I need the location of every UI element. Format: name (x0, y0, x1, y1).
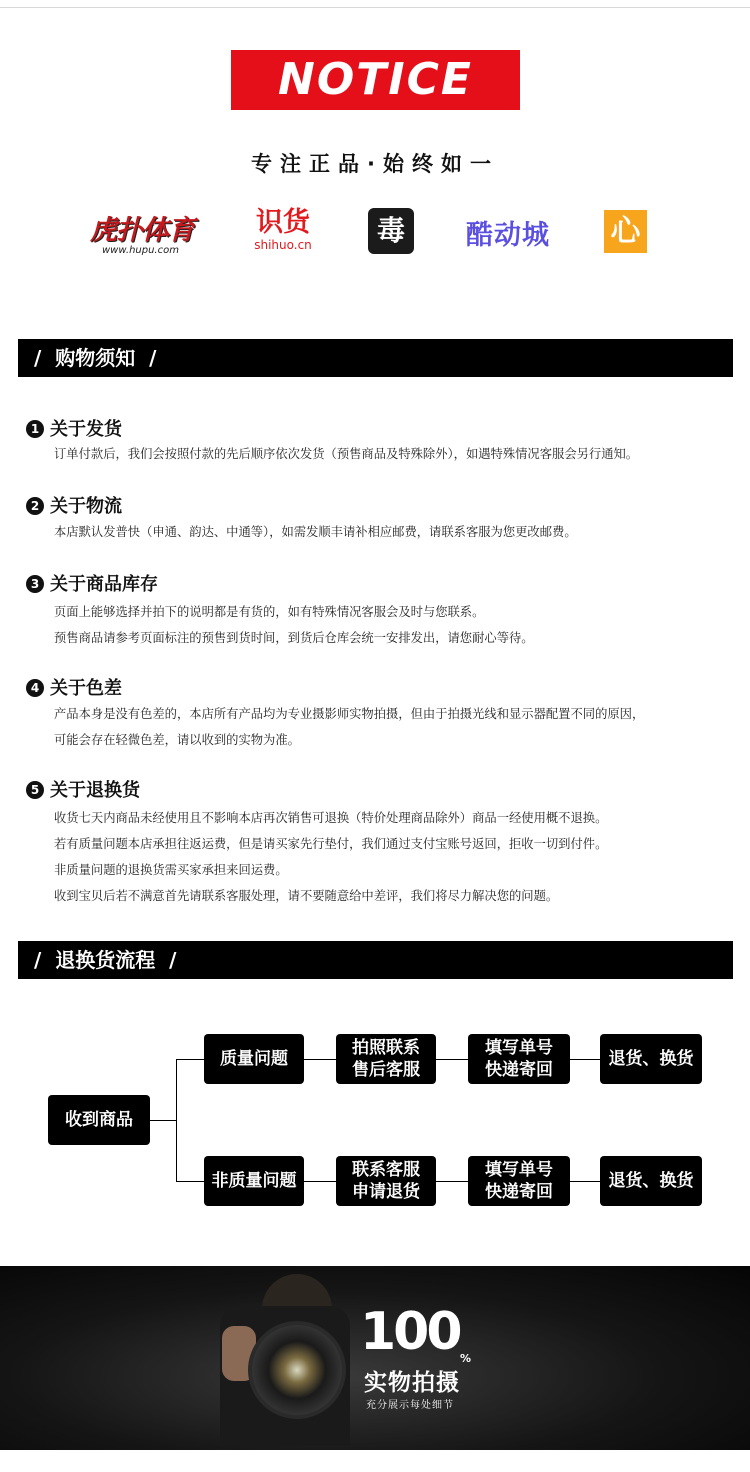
flow-connector (436, 1059, 468, 1060)
number-badge-icon: 2 (26, 497, 44, 515)
shopping-notice-header (18, 339, 733, 377)
flow-quality-ship (468, 1034, 570, 1084)
flow-connector (304, 1181, 336, 1182)
return-flow-header (18, 941, 733, 979)
banner-big-number: 100 (360, 1302, 460, 1362)
notice-item-text: 若有质量问题本店承担往返运费，但是请买家先行垫付，我们通过支付宝账号返回，拒收一切到付件。 (54, 837, 608, 851)
number-badge-icon: 4 (26, 679, 44, 697)
flow-connector (176, 1181, 204, 1182)
notice-item-title (26, 674, 122, 700)
notice-item-text: 本店默认发普快（申通、韵达、中通等），如需发顺丰请补相应邮费，请联系客服为您更改邮费。 (54, 525, 577, 539)
flow-step-line: 拍照联系 (352, 1038, 420, 1058)
top-divider (0, 7, 750, 8)
flow-connector (570, 1059, 600, 1060)
banner-percent: % (460, 1352, 472, 1365)
notice-item-title (26, 776, 140, 802)
flow-step-line: 填写单号 (485, 1038, 553, 1058)
flow-step-line: 联系客服 (352, 1160, 420, 1180)
notice-item-text: 可能会存在轻微色差，请以收到的实物为准。 (54, 733, 300, 747)
notice-item-text: 收货七天内商品未经使用且不影响本店再次销售可退换（特价处理商品除外）商品一经使用概不退换。 (54, 811, 608, 825)
number-badge-icon: 5 (26, 781, 44, 799)
hupu-logo-url: www.hupu.com (102, 245, 179, 256)
number-badge-icon: 1 (26, 420, 44, 438)
notice-item-text: 非质量问题的退换货需买家承担来回运费。 (54, 863, 288, 877)
flow-quality-contact (336, 1034, 436, 1084)
shihuo-logo-url: shihuo.cn (254, 238, 312, 252)
notice-item-title (26, 492, 122, 518)
brand-tagline: 专注正品·始终如一 (251, 152, 499, 176)
flow-connector (176, 1059, 177, 1182)
notice-item-title (26, 415, 122, 441)
flow-step-line: 售后客服 (352, 1060, 420, 1080)
flow-non-quality-result: 退货、换货 (600, 1156, 702, 1206)
real-photo-banner (0, 1266, 750, 1450)
section-title: / 退换货流程 / (34, 948, 177, 972)
section-title: / 购物须知 / (34, 346, 157, 370)
notice-item-text: 订单付款后，我们会按照付款的先后顺序依次发货（预售商品及特殊除外），如遇特殊情况客服会另行通知。 (54, 447, 639, 461)
flow-step-line: 填写单号 (485, 1160, 553, 1180)
number-badge-icon: 3 (26, 575, 44, 593)
item-title-text: 关于发货 (50, 419, 122, 440)
shihuo-logo-text: 识货 (256, 207, 310, 238)
kudongcheng-logo: 酷动城 (466, 220, 550, 251)
flow-step-line: 快递寄回 (485, 1182, 553, 1202)
du-logo: 毒 (368, 208, 414, 254)
flow-connector (304, 1059, 336, 1060)
item-title-text: 关于商品库存 (50, 574, 158, 595)
flow-connector (176, 1059, 204, 1060)
flow-start-received: 收到商品 (48, 1095, 150, 1145)
flow-non-quality-contact (336, 1156, 436, 1206)
notice-item-text: 收到宝贝后若不满意首先请联系客服处理，请不要随意给中差评，我们将尽力解决您的问题。 (54, 889, 559, 903)
notice-banner: NOTICE (231, 50, 520, 110)
camera-lens-icon (248, 1321, 346, 1419)
shihuo-logo (248, 208, 318, 252)
flow-connector (150, 1120, 176, 1121)
flow-connector (570, 1181, 600, 1182)
item-title-text: 关于色差 (50, 678, 122, 699)
banner-real-shot: 实物拍摄 (364, 1370, 460, 1396)
flow-quality-result: 退货、换货 (600, 1034, 702, 1084)
flow-step-line: 快递寄回 (485, 1060, 553, 1080)
flow-quality-issue: 质量问题 (204, 1034, 304, 1084)
flow-step-line: 申请退货 (352, 1182, 420, 1202)
notice-item-text: 页面上能够选择并拍下的说明都是有货的，如有特殊情况客服会及时与您联系。 (54, 605, 485, 619)
notice-item-title (26, 570, 158, 596)
banner-detail: 充分展示每处细节 (366, 1400, 454, 1411)
flow-non-quality-issue: 非质量问题 (204, 1156, 304, 1206)
item-title-text: 关于物流 (50, 496, 122, 517)
notice-item-text: 预售商品请参考页面标注的预售到货时间，到货后仓库会统一安排发出，请您耐心等待。 (54, 631, 534, 645)
heart-logo: 心 (604, 210, 647, 253)
hupu-logo (90, 208, 205, 258)
flow-non-quality-ship (468, 1156, 570, 1206)
item-title-text: 关于退换货 (50, 780, 140, 801)
hupu-logo-text: 虎扑体育 (90, 215, 194, 246)
notice-item-text: 产品本身是没有色差的，本店所有产品均为专业摄影师实物拍摄，但由于拍摄光线和显示器配置不同的原因， (54, 707, 645, 721)
flow-connector (436, 1181, 468, 1182)
